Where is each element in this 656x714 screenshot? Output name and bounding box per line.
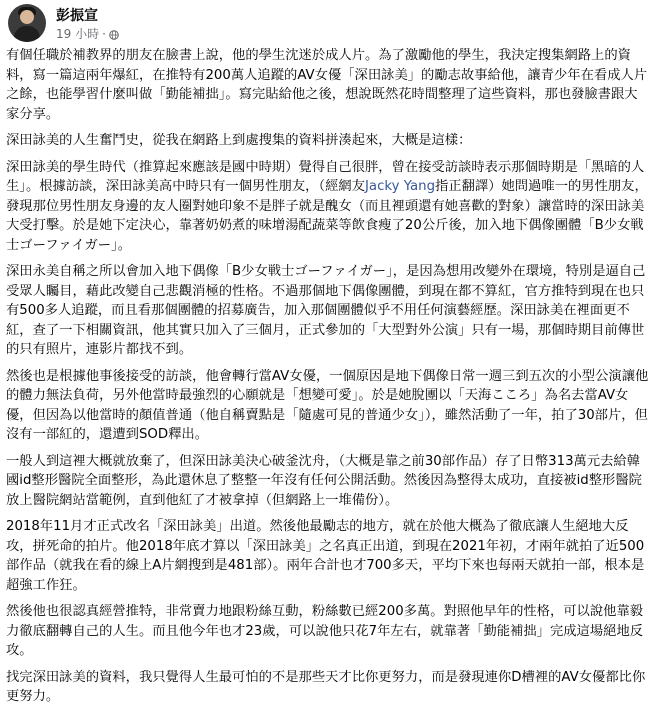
post-paragraph-2: 深田詠美的人生奮鬥史，從我在網路上到處搜集的資料拼湊起來，大概是這樣： — [6, 133, 472, 148]
post-paragraph-9: 找完深田詠美的資料，我只覺得人生最可怕的不是那些天才比你更努力，而是發現連你D槽裡的AV女優都比你更努力。 — [6, 669, 646, 704]
post-time[interactable]: 19 小時 — [56, 27, 100, 41]
post-paragraph-3 — [6, 158, 650, 256]
author-name[interactable]: 彭振宣 — [56, 8, 98, 24]
meta-separator: · — [102, 26, 106, 41]
avatar[interactable] — [8, 4, 46, 42]
post-header — [8, 4, 648, 48]
post-paragraph-7: 2018年11月才正式改名「深田詠美」出道。然後他最勵志的地方，就在於他大概為了徹底讓人生絕地大反攻，拼死命的拍片。他2018年底才算以「深田詠美」之名真正出道，到現在2021年初，才兩年就拍了近500部作品（就我在看的線上A片網搜到是481部）。兩年合計也才700多天，平均下來也每兩天就拍一部，根本是超強工作狂。 — [6, 519, 645, 593]
post-paragraph-8: 然後他也很認真經營推特，非常賣力地跟粉絲互動，粉絲數已經200多萬。對照他早年的性格，可以說他靠毅力徹底翻轉自己的人生。而且他今年也才23歲，可以說他只花7年左右，就靠著「勤能補拙」完成這場絕地反攻。 — [6, 604, 644, 658]
globe-icon[interactable] — [109, 29, 119, 39]
paragraph-3-text-a: 深田詠美的學生時代（推算起來應該是國中時期）覺得自己很胖，曾在接受訪談時表示那個時期是「黑暗的人生」。根據訪談，深田詠美高中時只有一個男性朋友，（經網友 — [6, 159, 645, 194]
post-paragraph-4: 深田永美自稱之所以會加入地下偶像「B少女戦士ゴーファイガー」，是因為想用改變外在環境，特別是逼自己受眾人矚目，藉此改變自己悲觀消極的性格。不過那個地下偶像團體，到現在都不算紅，官方推特到現在也只有500多人追蹤，而且看那個團體的招募廣告，加入那個團體似乎不用任何演藝經歷。深田詠美在裡面更不紅，查了一下相關資訊，他其實只加入了三個月，正式參加的「大型對外公演」只有一場，那個時期目前傳世的只有照片，連影片都找不到。 — [6, 264, 646, 357]
mention-link[interactable]: Jacky Yang — [365, 179, 436, 194]
post-body — [6, 46, 650, 714]
post-paragraph-5: 然後也是根據他事後接受的訪談，他會轉行當AV女優，一個原因是地下偶像日常一週三到五次的小型公演讓他的體力無法負荷，另外他當時最強烈的心願就是「想變可愛」。於是她脫團以「天海こころ」為名去當AV女優，但因為以他當時的顏值普通（他自稱賣點是「隨處可見的普通少女」），雖然活動了一年，拍了30部片，但沒有一部紅的，還遭到SOD釋出。 — [6, 368, 649, 442]
paragraph-3-text-b: 指正翻譯）她問過唯一的男性朋友，發現那位男性朋友身邊的友人圈對她印象不是胖子就是醜女（而且裡頭還有她喜歡的對象）讓當時的深田詠美大受打擊。於是她下定決心，靠著奶奶煮的味增湯配蔬菜等飲食瘦了20公斤後，加入地下偶像團體「B少女戦士ゴーファイガー」。 — [6, 179, 648, 253]
post-paragraph-1: 有個任職於補教界的朋友在臉書上說，他的學生沈迷於成人片。為了激勵他的學生，我決定搜集網路上的資料，寫一篇這兩年爆紅，在推特有200萬人追蹤的AV女優「深田詠美」的勵志故事給他，讓青少年在看成人片之餘，也能學習什麼叫做「勤能補拙」。寫完貼給他之後，想說既然花時間整理了這些資料，那也發臉書跟大家分享。 — [6, 48, 648, 122]
post-meta — [56, 25, 119, 42]
post-paragraph-6: 一般人到這裡大概就放棄了，但深田詠美決心破釜沈舟，（大概是靠之前30部作品）存了日幣313萬元去給韓國id整形醫院全面整形，為此還休息了整整一年沒有任何公開活動。然後因為整得太成功，直接被id整形醫院放上醫院網站當範例，直到他紅了才被拿掉（但網路上一堆備份）。 — [6, 453, 642, 508]
